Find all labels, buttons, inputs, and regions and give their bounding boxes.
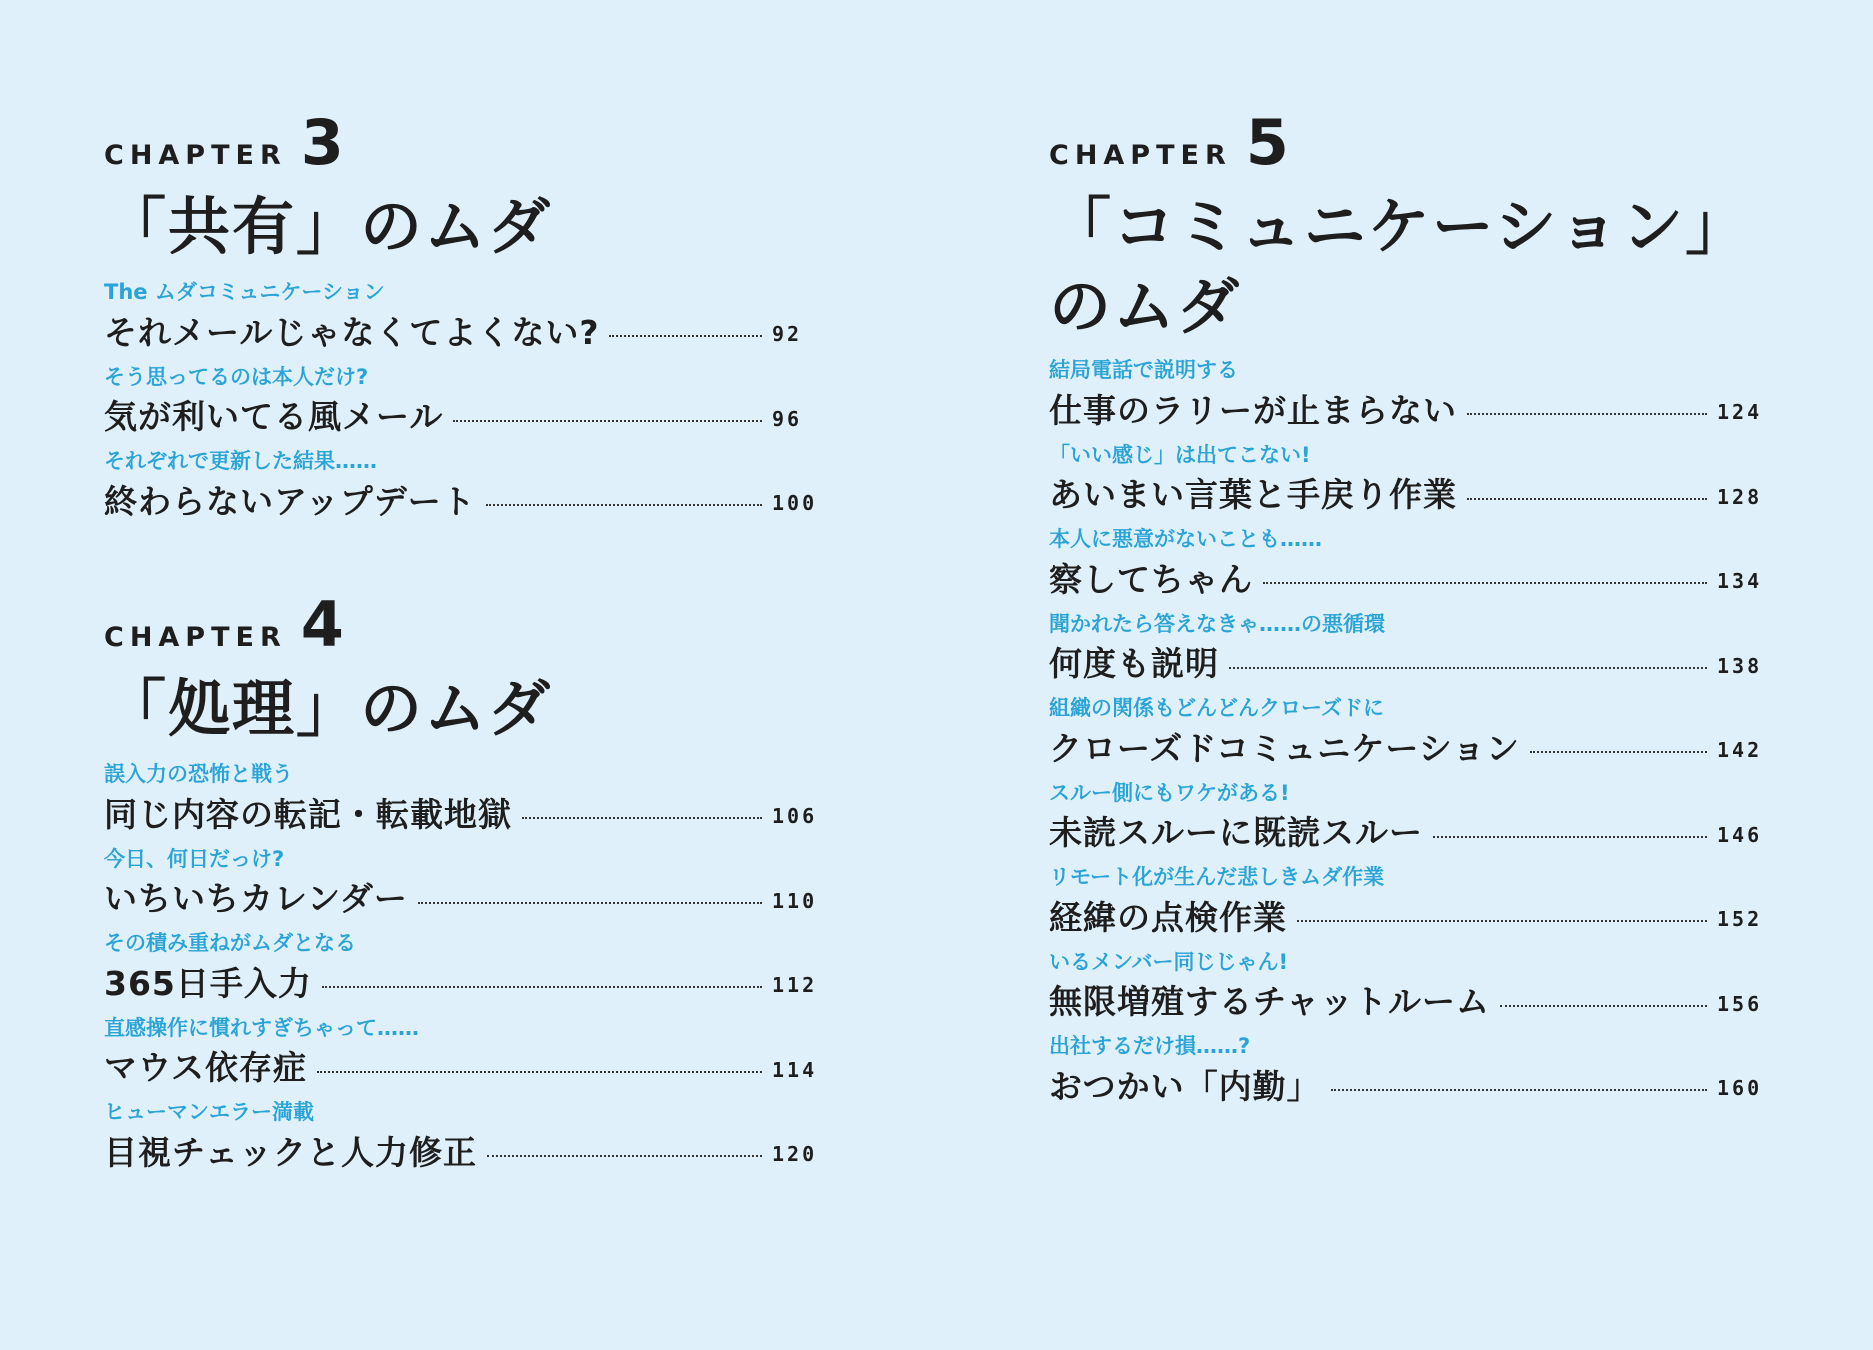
entry-line (104, 476, 822, 522)
chapter-label: CHAPTER (1049, 140, 1232, 171)
entry-line (104, 874, 822, 920)
toc-entry[interactable] (104, 446, 822, 531)
page-number: 134 (1717, 569, 1763, 593)
entry-line (1049, 892, 1767, 938)
page-number: 142 (1717, 738, 1763, 762)
toc-list (1049, 355, 1767, 1116)
dot-leader (418, 902, 762, 904)
entry-subtitle: 誤入力の恐怖と戦う (104, 762, 293, 786)
dot-leader (486, 504, 762, 506)
entry-title: あいまい言葉と手戻り作業 (1049, 475, 1457, 514)
chapter-title: 「コミュニケーション」のムダ (1049, 190, 1750, 343)
page-number: 124 (1717, 400, 1763, 424)
entry-line (1049, 470, 1767, 516)
entry-title: 察してちゃん (1049, 559, 1253, 599)
page-number: 152 (1717, 907, 1763, 931)
entry-subtitle: いるメンバー同じじゃん! (1049, 949, 1289, 974)
entry-title: 目視チェックと人力修正 (104, 1132, 478, 1172)
entry-subtitle: そう思ってるのは本人だけ? (104, 364, 369, 389)
entry-title: 何度も説明 (1049, 644, 1219, 683)
entry-title: マウス依存症 (104, 1048, 308, 1087)
chapter-number: 5 (1245, 106, 1289, 179)
chapter-label: CHAPTER (104, 622, 287, 653)
toc-entry[interactable] (1049, 778, 1767, 863)
toc-entry[interactable] (104, 277, 822, 362)
entry-line (1049, 808, 1767, 854)
entry-subtitle: その積み重ねがムダとなる (104, 931, 356, 955)
entry-line (104, 392, 822, 438)
dot-leader (1229, 667, 1707, 669)
entry-line (1049, 723, 1767, 769)
toc-entry[interactable] (104, 1097, 822, 1182)
entry-subtitle: The ムダコミュニケーション (104, 280, 385, 304)
toc-entry[interactable] (104, 844, 822, 929)
entry-line (1049, 639, 1767, 685)
entry-line (104, 1127, 822, 1173)
entry-title: 経緯の点検作業 (1049, 897, 1287, 937)
entry-title: 仕事のラリーが止まらない (1049, 390, 1457, 430)
entry-line (104, 958, 822, 1004)
chapter-heading (1049, 106, 1767, 179)
chapter-5 (1049, 106, 1767, 1116)
entry-title: 未読スルーに既読スルー (1049, 813, 1423, 852)
toc-entry[interactable] (104, 928, 822, 1013)
entry-subtitle: 組織の関係もどんどんクローズドに (1049, 696, 1384, 720)
toc-entry[interactable] (104, 1013, 822, 1098)
entry-line (1049, 977, 1767, 1023)
entry-subtitle: 本人に悪意がないことも…… (1049, 527, 1322, 551)
page-number: 160 (1717, 1076, 1763, 1100)
toc-entry[interactable] (104, 362, 822, 447)
page-number: 114 (772, 1057, 818, 1082)
entry-subtitle: リモート化が生んだ悲しきムダ作業 (1049, 865, 1385, 889)
toc-entry[interactable] (104, 759, 822, 844)
entry-subtitle: 今日、何日だっけ? (104, 846, 285, 871)
entry-subtitle: 「いい感じ」は出てこない! (1049, 442, 1311, 467)
dot-leader (1530, 751, 1707, 753)
entry-line (104, 789, 822, 835)
toc-entry[interactable] (1049, 1031, 1767, 1116)
toc-entry[interactable] (1049, 355, 1767, 440)
dot-leader (487, 1155, 762, 1157)
toc-list (104, 759, 822, 1182)
entry-title: 同じ内容の転記・転載地獄 (104, 794, 512, 834)
entry-line (1049, 554, 1767, 600)
page-number: 138 (1717, 653, 1763, 678)
dot-leader (322, 986, 762, 988)
entry-subtitle: それぞれで更新した結果…… (104, 449, 377, 473)
page-number: 128 (1717, 484, 1763, 509)
page-number: 96 (772, 406, 803, 431)
dot-leader (1500, 1005, 1707, 1007)
toc-entry[interactable] (1049, 862, 1767, 947)
entry-subtitle: 聞かれたら答えなきゃ……の悪循環 (1049, 611, 1385, 636)
entry-title: 気が利いてる風メール (104, 397, 444, 436)
page-number: 146 (1717, 822, 1763, 847)
dot-leader (1263, 582, 1707, 584)
page-number: 156 (1717, 991, 1763, 1016)
toc-entry[interactable] (1049, 440, 1767, 525)
page-number: 106 (772, 804, 818, 828)
chapter-heading (104, 588, 822, 661)
dot-leader (1433, 836, 1707, 838)
page-number: 100 (772, 491, 818, 515)
entry-title: 無限増殖するチャットルーム (1049, 982, 1491, 1021)
page-number: 120 (772, 1142, 818, 1166)
entry-subtitle: 出社するだけ損……? (1049, 1034, 1251, 1058)
entry-subtitle: スルー側にもワケがある! (1049, 780, 1290, 805)
dot-leader (522, 817, 762, 819)
entry-line (1049, 385, 1767, 431)
dot-leader (453, 420, 762, 422)
dot-leader (1331, 1089, 1707, 1091)
toc-entry[interactable] (1049, 693, 1767, 778)
entry-title: おつかい「内勤」 (1049, 1066, 1321, 1106)
dot-leader (317, 1071, 762, 1073)
chapter-heading (104, 106, 822, 179)
entry-title: 365日手入力 (104, 963, 312, 1003)
entry-subtitle: ヒューマンエラー満載 (104, 1100, 314, 1124)
dot-leader (1467, 498, 1707, 500)
chapter-number: 3 (300, 106, 344, 179)
chapter-4 (104, 588, 822, 1182)
dot-leader (1467, 413, 1707, 415)
toc-list (104, 277, 822, 531)
page-number: 112 (772, 973, 818, 997)
toc-entry[interactable] (1049, 524, 1767, 609)
entry-line (104, 1043, 822, 1089)
entry-subtitle: 結局電話で説明する (1049, 358, 1238, 382)
entry-line (1049, 1061, 1767, 1107)
chapter-title: 「処理」のムダ (104, 672, 553, 745)
chapter-label: CHAPTER (104, 140, 287, 171)
chapter-number: 4 (300, 588, 344, 661)
entry-subtitle: 直感操作に慣れすぎちゃって…… (104, 1015, 419, 1040)
dot-leader (609, 335, 762, 337)
entry-line (104, 307, 822, 353)
entry-title: 終わらないアップデート (104, 481, 476, 521)
page-number: 92 (772, 322, 803, 346)
page-number: 110 (772, 888, 818, 913)
entry-title: いちいちカレンダー (104, 879, 408, 918)
toc-entry[interactable] (1049, 609, 1767, 694)
entry-title: それメールじゃなくてよくない? (104, 312, 600, 352)
dot-leader (1297, 920, 1707, 922)
toc-entry[interactable] (1049, 947, 1767, 1032)
chapter-3 (104, 106, 822, 531)
entry-title: クローズドコミュニケーション (1049, 728, 1521, 768)
chapter-title: 「共有」のムダ (104, 190, 553, 263)
